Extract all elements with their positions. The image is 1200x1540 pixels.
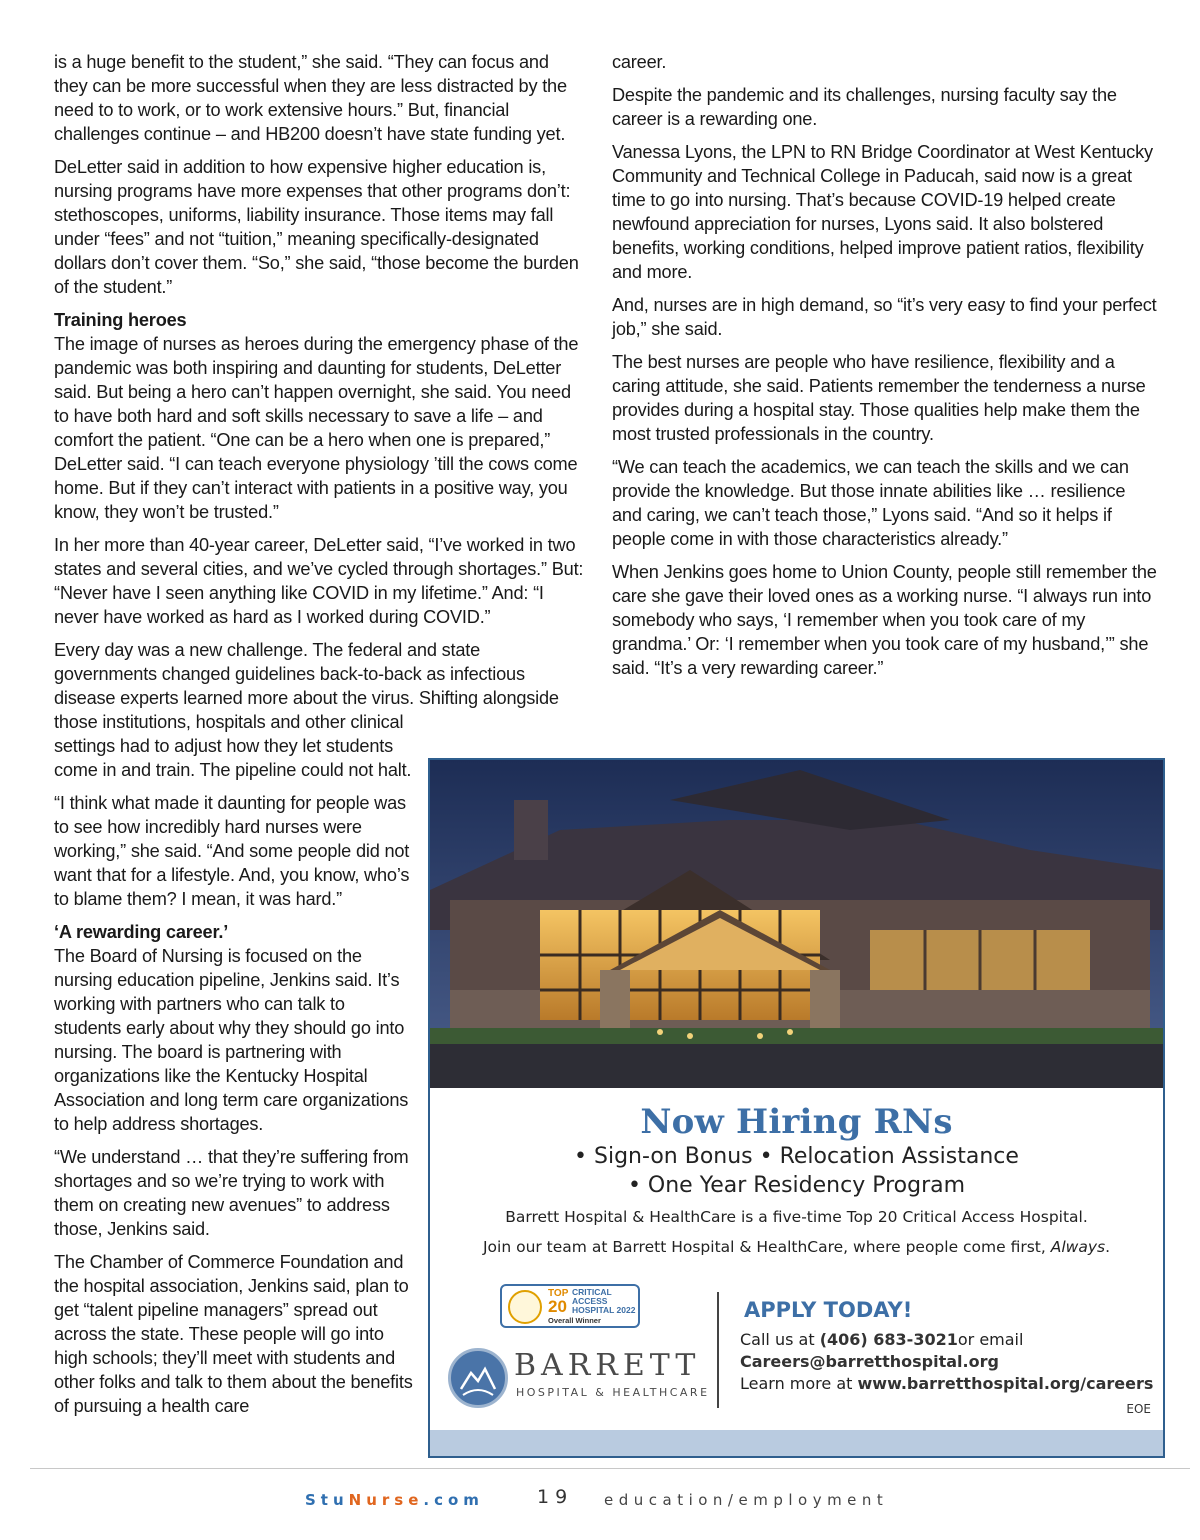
paragraph: career. xyxy=(612,52,667,72)
paragraph: is a huge benefit to the student,” she said. “They can focus and they can be more successful when they are less distracted by the need to to work, or to work extensive hours.” But, financial challenges continue – and HB200 doesn’t have state funding yet. xyxy=(54,52,567,144)
paragraph: In her more than 40-year career, DeLetter said, “I’ve worked in two states and several cities, and we’ve cycled through shortages.” But: “Never have I seen anything like COVID in my lifetime.” And: “I never have worked as hard as I worked during COVID.” xyxy=(54,535,584,627)
divider xyxy=(717,1292,719,1408)
website-prefix: Learn more at xyxy=(740,1374,858,1393)
footer-site-name[interactable] xyxy=(305,1491,484,1509)
site-name-part: .com xyxy=(423,1491,484,1509)
website-link[interactable]: www.barretthospital.org/careers xyxy=(857,1374,1154,1393)
join-emphasis: Always xyxy=(1050,1238,1106,1256)
site-name-part: Stu xyxy=(305,1491,349,1509)
email-link[interactable]: Careers@barretthospital.org xyxy=(740,1352,999,1371)
badge-label-line: HOSPITAL 2022 xyxy=(572,1305,636,1315)
benefits-line-2: • One Year Residency Program xyxy=(627,1173,966,1198)
award-seal-icon xyxy=(508,1290,542,1324)
footer-divider xyxy=(30,1468,1190,1469)
paragraph: DeLetter said in addition to how expensive higher education is, nursing programs have more expenses that other programs don’t: stethoscopes, uniforms, liability insurance. Those items may fall under “fees” and not “tuition,” meaning specifically-designated dollars don’t cover them. “So,” she said, “those become the burden of the student.” xyxy=(54,157,579,297)
ad-content xyxy=(430,1088,1163,1430)
logo-name: BARRETT xyxy=(514,1348,701,1383)
paragraph: Despite the pandemic and its challenges, nursing faculty say the career is a rewarding one. xyxy=(612,85,1117,129)
paragraph: “I think what made it daunting for people was to see how incredibly hard nurses were working,” she said. “And some people did not want that for a lifestyle. And, you know, who’s to blame them? I mean, it was hard.” xyxy=(54,793,410,909)
phone-number[interactable]: (406) 683-3021 xyxy=(819,1330,958,1349)
phone-prefix: Call us at xyxy=(740,1330,820,1349)
apply-today-heading: APPLY TODAY! xyxy=(744,1298,913,1322)
paragraph: Vanessa Lyons, the LPN to RN Bridge Coordinator at West Kentucky Community and Technical College in Paducah, said now is a great time to go into nursing. That’s because COVID-19 helped create newfound appreciation for nurses, Lyons said. It also bolstered benefits, working conditions, helped improve patient ratios, flexibility and more. xyxy=(612,142,1153,282)
paragraph: those institutions, hospitals and other clinical settings had to adjust how they let students come in and train. The pipeline could not halt. xyxy=(54,712,412,780)
paragraph: Every day was a new challenge. The federal and state governments changed guidelines back-to-back as infectious disease experts learned more about the virus. Shifting alongside xyxy=(54,640,559,708)
paragraph: “We can teach the academics, we can teach the skills and we can provide the knowledge. But those innate abilities like … resilience and caring, we can’t teach those,” Lyons said. “And so it helps if people come in with those characteristics already.” xyxy=(612,457,1129,549)
barrett-logo-icon xyxy=(448,1348,508,1408)
logo-subtitle: HOSPITAL & HEALTHCARE xyxy=(516,1386,710,1399)
site-name-part: Nurse xyxy=(348,1491,424,1509)
ad-contact-area xyxy=(430,1278,1163,1428)
email-line xyxy=(740,1352,999,1371)
join-statement xyxy=(430,1238,1163,1256)
section-heading: Training heroes xyxy=(54,310,187,330)
eoe-label: EOE xyxy=(1126,1402,1151,1416)
badge-top: TOP xyxy=(548,1288,569,1299)
paragraph: When Jenkins goes home to Union County, people still remember the care she gave their loved ones as a working nurse. “I always run into somebody who says, ‘I remember when you took care of my grandma.’ Or: ‘I remember when you took care of my husband,’” she said. “It’s a very rewarding career.” xyxy=(612,562,1157,678)
join-text: Join our team at Barrett Hospital & HealthCare, where people come first, xyxy=(482,1238,1051,1256)
section-label: education/employment xyxy=(604,1491,889,1509)
paragraph: The Board of Nursing is focused on the nursing education pipeline, Jenkins said. It’s working with partners who can talk to students early about why they should go into nursing. The board is partnering with organizations like the Kentucky Hospital Association and long term care organizations to help address shortages. xyxy=(54,946,409,1134)
badge-label-line: CRITICAL xyxy=(572,1287,612,1297)
badge-label-line: ACCESS xyxy=(572,1296,608,1306)
article-right-column xyxy=(612,50,1157,689)
badge-label xyxy=(572,1288,635,1315)
website-line xyxy=(740,1374,1153,1393)
ad-footer-band xyxy=(430,1430,1163,1456)
paragraph: And, nurses are in high demand, so “it’s very easy to find your perfect job,” she said. xyxy=(612,295,1157,339)
phone-line xyxy=(740,1330,1023,1349)
page-number: 19 xyxy=(537,1486,574,1508)
benefits-line-1: • Sign-on Bonus • Relocation Assistance xyxy=(574,1144,1019,1169)
narrow-text-block xyxy=(54,710,414,1418)
section-heading: ‘A rewarding career.’ xyxy=(54,922,229,942)
paragraph: The best nurses are people who have resilience, flexibility and a caring attitude, she said. Patients remember the tenderness a nurse provides during a hospital stay. Those qualities help make them the most trusted professionals in the country. xyxy=(612,352,1146,444)
ad-headline: Now Hiring RNs xyxy=(640,1102,953,1142)
top20-award-badge xyxy=(500,1284,640,1328)
paragraph: The image of nurses as heroes during the emergency phase of the pandemic was both inspiring and daunting for students, DeLetter said. But being a hero can’t happen overnight, she said. You need to have both hard and soft skills necessary to save a life – and comfort the patient. “One can be a hero when one is prepared,” DeLetter said. “I can teach everyone physiology ’till the cows come home. But if they can’t interact with patients in a positive way, you know, they won’t be trusted.” xyxy=(54,334,579,522)
paragraph: The Chamber of Commerce Foundation and the hospital association, Jenkins said, plan to get “talent pipeline managers” spread out across the state. These people will go into high schools; they’ll meet with students and other folks and talk to them about the benefits of pursuing a health care xyxy=(54,1252,413,1416)
barrett-hospital-ad[interactable] xyxy=(428,758,1165,1458)
paragraph: “We understand … that they’re suffering from shortages and so we’re trying to work with them on creating new avenues” to address those, Jenkins said. xyxy=(54,1147,409,1239)
badge-number: 20 xyxy=(548,1297,567,1316)
hospital-building-photo xyxy=(430,760,1163,1088)
join-period: . xyxy=(1105,1238,1111,1256)
phone-suffix: or email xyxy=(957,1330,1024,1349)
badge-winner: Overall Winner xyxy=(548,1316,601,1325)
top20-statement: Barrett Hospital & HealthCare is a five-time Top 20 Critical Access Hospital. xyxy=(505,1208,1088,1226)
